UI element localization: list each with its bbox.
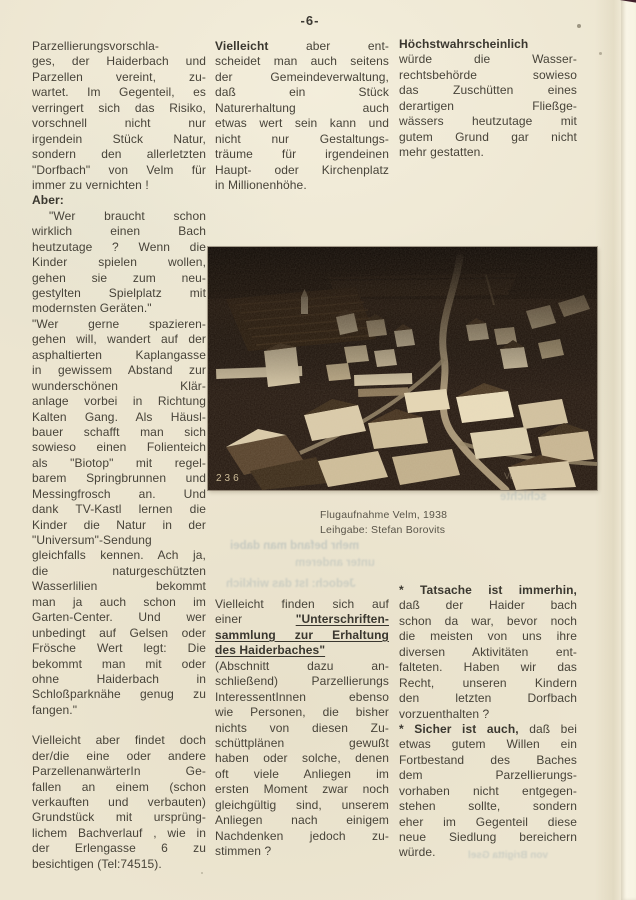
text-line	[32, 163, 206, 178]
text-line	[215, 178, 389, 193]
text-run: besichtigen (Tel:74515).	[32, 856, 162, 871]
aerial-photo-image	[208, 247, 597, 490]
text-run: eher im Gegenteil diese	[399, 814, 577, 829]
text-run: gutem Grund gar nicht	[399, 129, 577, 144]
text-line	[399, 799, 577, 814]
text-run: wässers heutzutage mit	[399, 114, 577, 129]
text-line	[399, 598, 577, 613]
text-run: "Wer gerne spazieren-	[32, 316, 206, 331]
text-run: etwas wert sein kann und	[215, 116, 389, 131]
text-run: sowieso einen Folienteich	[32, 440, 206, 455]
photo-watermark: Velm N.Ö.	[504, 471, 546, 481]
text-line	[399, 753, 577, 768]
text-line	[215, 751, 389, 766]
text-line	[399, 130, 577, 145]
text-line	[32, 425, 206, 440]
text-line	[32, 39, 206, 54]
text-run: Nachdenken jedoch zu-	[215, 828, 389, 843]
text-line	[215, 844, 389, 859]
text-run: sammlung zur Erhaltung	[215, 627, 389, 642]
text-run: bauer schafft man sich	[32, 424, 206, 439]
text-line	[215, 829, 389, 844]
text-run: Frösche Wert legt: Die	[32, 641, 206, 656]
text-run: "Unterschriften-	[295, 612, 389, 627]
text-run: Schloßparknähe genug zu	[32, 687, 206, 702]
text-line	[399, 784, 577, 799]
text-line	[215, 612, 389, 627]
text-run: Vielleicht aber findet doch	[32, 733, 206, 748]
text-line	[399, 815, 577, 830]
text-run: dank TV-Kastl lernen die	[32, 502, 206, 517]
text-run: wartet. Im Gegenteil, es	[32, 85, 206, 100]
text-run: * Tatsache ist immerhin,	[399, 583, 577, 597]
text-line	[215, 690, 389, 705]
text-line	[32, 810, 206, 825]
text-run: in gewissem Abstand zur	[32, 363, 206, 378]
text-line	[32, 626, 206, 641]
text-line	[215, 736, 389, 751]
text-run: würde.	[399, 845, 436, 860]
text-line	[32, 841, 206, 856]
text-run: fallen an einem (schon	[32, 779, 206, 794]
text-line	[32, 348, 206, 363]
page-number: -6-	[300, 13, 320, 28]
text-line	[32, 394, 206, 409]
text-run: die meisten von uns ihre	[399, 629, 577, 644]
text-line	[32, 826, 206, 841]
text-run: wunderschönen Klär-	[32, 378, 206, 393]
text-line	[32, 85, 206, 100]
text-line	[399, 645, 577, 660]
text-run: Parzellierungsvorschla-	[32, 39, 160, 53]
text-line	[32, 795, 206, 810]
text-line	[32, 733, 206, 748]
text-run: neue Siedlung bereichern	[399, 830, 577, 844]
text-line	[215, 101, 389, 116]
photo-caption-line1: Flugaufnahme Velm, 1938	[320, 509, 448, 521]
text-run: des Haiderbaches"	[215, 643, 326, 658]
text-run: Anliegen nach einigem	[215, 813, 389, 828]
text-run: Fortbestand des Baches	[399, 752, 577, 767]
column-middle-bottom	[215, 597, 389, 859]
text-run: Garten-Center. Und wer	[32, 610, 206, 625]
text-run: "Dorfbach" von Velm für	[32, 162, 206, 177]
text-run: der Erlengasse 6 zu	[32, 841, 206, 856]
text-run: einer	[215, 612, 296, 627]
text-line	[215, 767, 389, 782]
text-line	[399, 707, 577, 722]
text-line	[215, 798, 389, 813]
text-run: daß der Haider bach	[399, 598, 577, 613]
text-run: stehen sollte, sondern	[399, 799, 577, 814]
text-line	[215, 597, 389, 612]
text-run: vorhaben nicht entgegen-	[399, 783, 577, 798]
text-line	[32, 178, 206, 193]
text-line	[32, 132, 206, 147]
text-run: asphaltierten Kaplangasse	[32, 347, 206, 362]
photo-caption-line2: Leihgabe: Stefan Borovits	[320, 524, 446, 536]
text-line	[215, 782, 389, 797]
text-run: nichts von diesen Zu-	[215, 720, 389, 735]
text-line	[399, 768, 577, 783]
text-line	[32, 548, 206, 563]
text-line	[215, 116, 389, 131]
text-run: Kinder die Natur in der	[32, 517, 206, 532]
text-line	[32, 147, 206, 162]
text-line	[399, 614, 577, 629]
text-line	[32, 271, 206, 286]
text-line	[32, 687, 206, 702]
text-line	[399, 830, 577, 845]
text-line	[32, 672, 206, 687]
text-line	[32, 857, 206, 872]
text-run: träume für irgendeinen	[215, 147, 389, 162]
text-line	[32, 610, 206, 625]
text-run: Wasserlilien bekommt	[32, 579, 206, 594]
text-line	[32, 749, 206, 764]
ink-bleedthrough-text: Jedoch: Ist das wirklich	[226, 578, 356, 590]
text-run: "Wer braucht schon	[49, 208, 206, 223]
text-run: vorzuenthalten ?	[399, 706, 490, 721]
ink-bleedthrough-text: unter anderem	[295, 557, 375, 569]
text-run: haben oder solche, denen	[215, 751, 389, 766]
text-run: fangen."	[32, 702, 78, 717]
paper-speck	[599, 52, 602, 55]
text-run: modernsten Geräten."	[32, 301, 152, 316]
text-run: die naturgeschützten	[32, 563, 206, 578]
column-right-top	[399, 37, 577, 161]
text-line	[32, 780, 206, 795]
text-line	[399, 114, 577, 129]
text-line	[215, 163, 389, 178]
aerial-photo-velm-1938	[208, 247, 597, 490]
text-run: wie Personen, die bisher	[215, 705, 389, 720]
text-line	[32, 379, 206, 394]
text-run: rechtsbehörde sowieso	[399, 67, 577, 82]
text-run: Parzellen vereint, zu-	[32, 69, 206, 84]
text-line	[32, 703, 206, 718]
text-line	[399, 37, 577, 52]
text-line	[32, 301, 206, 316]
text-run: verkauften und verbauten)	[32, 795, 206, 809]
text-run: Kinder spielen wollen,	[32, 255, 206, 270]
text-line	[32, 332, 206, 347]
text-run: Haupt- oder Kirchenplatz	[215, 162, 389, 177]
text-run: * Sicher ist auch,	[399, 721, 519, 736]
text-line	[215, 132, 389, 147]
text-line	[215, 813, 389, 828]
text-run: diversen Aktivitäten ent-	[399, 644, 577, 659]
text-line	[399, 845, 577, 860]
text-run: gehen sie zum neu-	[32, 270, 206, 285]
text-run: nicht nur Gestaltungs-	[215, 131, 389, 146]
text-run: "Universum"-Sendung	[32, 533, 152, 547]
scan-page-edge	[621, 0, 636, 900]
text-run: Recht, unseren Kindern	[399, 675, 577, 690]
text-run: dem Parzellierungs-	[399, 768, 577, 783]
text-run: den letzten Dorfbach	[399, 691, 577, 706]
text-run: anlage vorbei in Richtung	[32, 394, 206, 409]
text-run: Naturerhaltung auch	[215, 100, 389, 115]
text-run: schon da war, bevor noch	[399, 613, 577, 628]
ink-bleedthrough-text: von Brigitta Gsel	[468, 850, 549, 861]
text-line	[215, 85, 389, 100]
text-line	[399, 83, 577, 98]
text-line	[399, 52, 577, 67]
text-run: oft viele Anliegen im	[215, 766, 389, 781]
text-line	[32, 657, 206, 672]
text-line	[32, 564, 206, 579]
text-line	[215, 628, 389, 643]
text-run: barem Springbrunnen und	[32, 471, 206, 486]
text-line	[32, 363, 206, 378]
text-run: wirklich einen Bach	[32, 224, 206, 239]
text-run: der/die eine oder andere	[32, 748, 206, 763]
text-run: Messingfrosch an. Und	[32, 486, 206, 501]
text-run: stimmen ?	[215, 844, 272, 858]
text-run: ersten Moment zwar noch	[215, 782, 389, 797]
text-line	[32, 533, 206, 548]
text-run: gleichfalls kennen. Ach ja,	[32, 548, 206, 563]
text-line	[32, 240, 206, 255]
text-run: in Millionenhöhe.	[215, 177, 307, 192]
text-line	[399, 737, 577, 752]
text-line	[215, 70, 389, 85]
text-line	[215, 721, 389, 736]
text-line	[32, 101, 206, 116]
text-run: als "Biotop" mit regel-	[32, 455, 206, 470]
ink-bleedthrough-text: schichte	[500, 491, 547, 503]
text-run: daß ein Stück	[215, 85, 389, 100]
text-run: Aber:	[32, 193, 64, 208]
text-line	[32, 410, 206, 425]
text-run: bekommt man mit oder	[32, 656, 206, 671]
text-run: das Zuschütten eines	[399, 83, 577, 98]
text-run: Vielleicht finden sich auf	[215, 597, 389, 611]
text-line	[215, 705, 389, 720]
text-line	[32, 116, 206, 131]
text-run: man ja auch schon im	[32, 594, 206, 609]
text-run: schließend) Parzellierungs	[215, 674, 389, 689]
text-run: Höchstwahrscheinlich	[399, 37, 529, 51]
text-run: mehr gestatten.	[399, 145, 484, 160]
text-line	[32, 70, 206, 85]
text-run: vorschnell nicht nur	[32, 116, 206, 131]
text-line	[399, 583, 577, 598]
text-line	[32, 595, 206, 610]
ink-bleedthrough-text: mehr befand man dabei	[230, 540, 360, 552]
text-run: gleichgültig sind, unserem	[215, 797, 389, 812]
text-run: verringert sich das Risiko,	[32, 100, 206, 115]
text-line	[215, 643, 389, 658]
text-run: daß bei	[518, 721, 577, 736]
text-run: gehen will, wandert auf der	[32, 332, 206, 347]
text-line	[32, 286, 206, 301]
text-run: würde die Wasser-	[399, 52, 577, 67]
column-right-bottom	[399, 583, 577, 861]
text-run: ohne Haiderbach in	[32, 671, 206, 686]
text-run: Vielleicht	[215, 39, 269, 53]
text-run: der Gemeindeverwaltung,	[215, 69, 389, 84]
text-run: heutzutage ? Wenn die	[32, 239, 206, 254]
column-middle-top	[215, 39, 389, 193]
text-line	[399, 676, 577, 691]
text-line	[215, 674, 389, 689]
column-left	[32, 39, 206, 872]
text-line	[32, 471, 206, 486]
text-line	[399, 660, 577, 675]
text-line	[215, 39, 389, 54]
text-run: Grundstück mit ursprüng-	[32, 810, 206, 825]
text-line	[399, 145, 577, 160]
text-run: scheidet man auch seitens	[215, 54, 389, 69]
text-line	[399, 99, 577, 114]
text-run: gestylten Spielplatz mit	[32, 286, 206, 300]
text-line	[32, 641, 206, 656]
text-line	[399, 691, 577, 706]
text-line	[215, 659, 389, 674]
text-line	[32, 317, 206, 332]
text-run: ParzellenanwärterIn Ge-	[32, 764, 206, 779]
text-run: Kalten Gang. Als Häusl-	[32, 409, 206, 424]
text-line	[399, 722, 577, 737]
text-run: sondern den allerletzten	[32, 147, 206, 162]
text-run: schüttplänen gewußt	[215, 735, 389, 750]
text-run: irgendein Stück Natur,	[32, 131, 206, 146]
text-line	[32, 579, 206, 594]
text-line	[32, 518, 206, 533]
text-line	[32, 456, 206, 471]
text-run: derartigen Fließge-	[399, 98, 577, 113]
text-line	[399, 629, 577, 644]
text-run: (Abschnitt dazu an-	[215, 658, 389, 673]
text-run: lichem Bachverlauf , wie in	[32, 825, 206, 840]
text-line	[32, 487, 206, 502]
text-line	[32, 440, 206, 455]
text-line	[32, 255, 206, 270]
text-line	[215, 54, 389, 69]
text-run: aber ent-	[268, 39, 389, 53]
text-run: immer zu vernichten !	[32, 177, 149, 192]
text-run: ges, der Haiderbach und	[32, 54, 206, 69]
photo-caption	[320, 508, 447, 538]
text-line	[32, 193, 206, 208]
text-run: etwas gutem Willen ein	[399, 737, 577, 752]
text-line	[32, 209, 206, 224]
text-line	[32, 764, 206, 779]
text-line	[399, 68, 577, 83]
text-line	[32, 224, 206, 239]
text-line	[32, 502, 206, 517]
text-run: InteressentInnen ebenso	[215, 689, 389, 704]
text-run: falteten. Haben wir das	[399, 660, 577, 675]
text-line	[32, 54, 206, 69]
paper-speck	[201, 872, 203, 874]
photo-corner-label: 236	[216, 473, 242, 484]
text-line	[215, 147, 389, 162]
text-run: unbedingt auf Gelsen oder	[32, 625, 206, 640]
